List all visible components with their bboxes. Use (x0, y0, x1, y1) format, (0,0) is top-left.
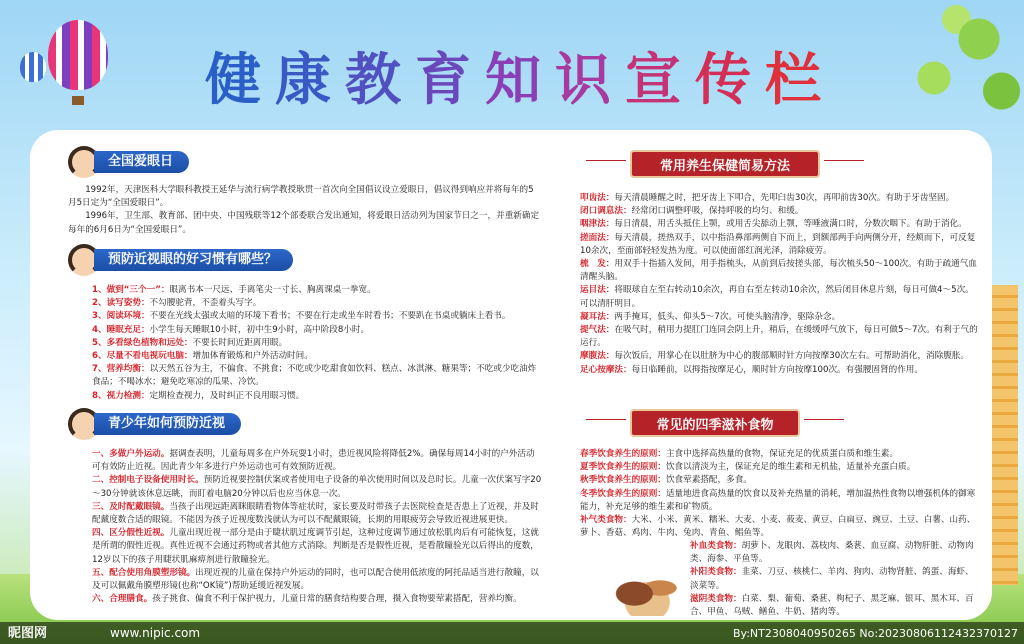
title-char: 识 (555, 48, 625, 113)
list-item (580, 232, 980, 258)
list-item (92, 297, 542, 310)
list-item (92, 350, 542, 363)
title-char: 教 (345, 48, 415, 113)
list-item (92, 501, 542, 527)
list-item (580, 258, 980, 284)
list-item-key: 三、及时配戴眼镜。 (92, 501, 170, 512)
list-item-value: 每天清晨睡醒之时，把牙齿上下叩合，先叩臼齿30次，再叩前齿30次。有助于牙齿坚固。 (614, 193, 955, 203)
list-item-key: 二、控制电子设备使用时长。 (92, 475, 204, 486)
list-item-value: 在吸气时，稍用力提肛门连同会阴上升，稍后，在缓缓呼气放下，每日可做5～7次。有利于气的运行。 (580, 325, 978, 349)
list-item-value: 预防近视要控制伏案或者使用电子设备的单次使用时间以及总时长。儿童一次伏案写字20～30分钟就该休息远眺，而盯着电脑20分钟以后也应当休息一次。 (92, 475, 542, 499)
list-item (580, 474, 980, 487)
eye-day-text (68, 184, 540, 237)
list-item-key: 4、睡眠充足： (92, 324, 150, 335)
list-item-key: 梳 发： (580, 259, 615, 270)
list-item-value: 将眼球自左至右转动10余次，再自右至左转动10余次，然后闭目休息片刻，每日可做4～5次。可以清肝明目。 (580, 285, 974, 309)
watermark-url: www.nipic.com (110, 626, 201, 640)
watermark-brand: 昵图网 (8, 626, 48, 641)
health-methods-list (580, 192, 980, 377)
list-item-value: 两手掩耳，低头、仰头5～7次。可使头脑清净，驱除杂念。 (614, 311, 841, 322)
list-item (580, 514, 980, 540)
watermark-id: By:NT2308040950265 No:20230806112432370127 (732, 627, 1018, 640)
list-item-value: 白菜、梨、葡萄、桑葚、枸杞子、黑芝麻、银耳、黑木耳、百合、甲鱼、乌贼、鳝鱼、牛奶、猪肉等。 (690, 593, 974, 618)
title-char: 宣 (625, 48, 695, 113)
small-balloon-icon (20, 52, 46, 82)
list-item-value: 每日清晨，用舌头抵住上颚，或用舌尖舔动上颚，等唾液满口时，分数次咽下。有助于消化。 (614, 219, 967, 230)
section-banner-health-methods: 常用养生保健简易方法 (630, 150, 820, 178)
section-header-teens (68, 410, 241, 438)
list-item-value: 以天然五谷为主，不偏食、不挑食；不吃或少吃甜食如饮料、糕点、冰淇淋、糖果等；不吃或少吃油炸食品；不喝冰水；避免吃寒凉的瓜果、冷饮。 (92, 364, 537, 388)
list-item (92, 324, 542, 337)
list-item-key: 五、配合使用角膜塑形镜。 (92, 567, 196, 578)
list-item-key: 1、做到“三个一”： (92, 285, 170, 295)
list-item (690, 566, 980, 592)
list-item (92, 527, 542, 567)
list-item (580, 284, 980, 310)
list-item (92, 567, 542, 593)
list-item-value: 出现近视的儿童在保持户外运动的同时，也可以配合使用低浓度的阿托品适当进行散瞳，以及可以佩戴角膜塑形镜(也称“OK镜”)帮助延缓近视发展。 (92, 567, 539, 592)
list-item-value: 不要在光线太强或太暗的环境下看书；不要在行走或坐车时看书；不要趴在书桌或躺床上看书。 (149, 311, 511, 322)
list-item (92, 363, 542, 389)
title-char: 健 (205, 48, 275, 113)
list-item-value: 增加体育锻炼和户外活动时间。 (192, 351, 313, 362)
list-item (92, 448, 542, 474)
title-char: 康 (275, 48, 345, 113)
list-item-value: 定期检查视力，及时纠正不良用眼习惯。 (149, 390, 305, 401)
list-item-value: 用双手十指插入发间，用手指梳头，从前到后按搓头部，每次梳头50～100次。有助于疏通气血清醒头脑。 (580, 259, 977, 283)
list-item (580, 461, 980, 474)
list-item-key: 滋阴类食物： (690, 593, 742, 604)
list-item (92, 474, 542, 500)
list-item (580, 205, 980, 218)
list-item-key: 搓面法： (580, 232, 615, 243)
paragraph: 1992年，天津医科大学眼科教授王延华与流行病学教授耿贯一首次向全国倡议设立爱眼日，倡议得到响应并将每年的5月5日定为“全国爱眼日”。 (68, 185, 534, 209)
list-item (580, 311, 980, 324)
list-item-key: 补气类食物： (580, 515, 632, 526)
list-item-key: 2、读写姿势： (92, 298, 150, 309)
list-item-key: 一、多做户外运动。 (92, 449, 170, 459)
teens-list (92, 448, 542, 606)
list-item-value: 小学生每天睡眠10小时，初中生9小时，高中阶段8小时。 (149, 324, 370, 335)
list-item-value: 适量地进食高热量的饮食以及补充热量的消耗，增加温热性食物以增强机体的御寒能力，补充足够的维生素和矿物质。 (580, 488, 976, 512)
list-item-key: 3、阅读环境： (92, 311, 150, 322)
list-item-value: 眼离书本一尺远、手离笔尖一寸长、胸离课桌一拳宽。 (169, 285, 376, 295)
list-item-value: 当孩子出现远距离眯眼睛看物体等症状时，家长要及时带孩子去医院检查是否患上了近视，并及时配戴度数合适的眼镜。不能因为孩子近视度数浅就认为可以不配戴眼镜，长期的用眼疲劳会导致近视进展更快。 (92, 501, 539, 526)
seasonal-food-list (580, 448, 980, 540)
section-header-eye-day (68, 148, 189, 176)
list-item (92, 284, 542, 297)
list-item-value: 据调查表明，儿童每周多在户外玩耍1小时，患近视风险将降低2%。确保每周14小时的户外活动可有效防止近视。因此青少年多进行户外运动也可有效预防近视。 (92, 449, 535, 473)
list-item-value: 每天清晨，搓热双手，以中指沿鼻部两侧自下而上，到额部两手向两侧分开，经颊而下，可反复10余次，至面部轻轻发热为度。可以使面部红润光泽，消除疲劳。 (580, 232, 976, 256)
list-item-value: 儿童出现近视一部分是由于睫状肌过度调节引起，这种过度调节通过放松肌肉后有可能恢复，这就是所谓的假性近视。真性近视不会通过药物或者其他方式消除。判断是否是假性近视，是看散瞳验光以后得出的度数，12岁以下的孩子用睫状肌麻痹剂进行散瞳验光。 (92, 528, 539, 565)
page-title (140, 36, 900, 116)
list-item (92, 310, 542, 323)
list-item-key: 夏季饮食养生的原则： (580, 462, 666, 473)
list-item-value: 每次饭后，用掌心在以肚脐为中心的腹部顺时针方向按摩30次左右。可帮助消化，消除腹胀。 (614, 351, 970, 362)
list-item-key: 补血类食物： (690, 541, 742, 551)
paragraph: 1996年，卫生部、教育部、团中央、中国残联等12个部委联合发出通知，将爱眼日活动列为国家节日之一，并重新确定每年的6月6日为“全国爱眼日”。 (68, 211, 540, 235)
list-item-key: 秋季饮食养生的原则： (580, 475, 666, 486)
list-item-key: 提气法： (580, 325, 615, 336)
list-item-key: 5、多看绿色植物和远处： (92, 337, 193, 348)
list-item-value: 饮食以清淡为主，保证充足的维生素和无机盐，适量补充蛋白质。 (665, 462, 916, 473)
section-title: 青少年如何预防近视 (94, 413, 241, 435)
list-item-value: 胡萝卜、龙眼肉、荔枝肉、桑葚、血豆腐、动物肝脏、动物肉类、海参、平鱼等。 (690, 541, 974, 565)
list-item-value: 不要长时间近距离用眼。 (192, 337, 288, 348)
list-item (92, 593, 542, 606)
list-item-key: 冬季饮食养生的原则： (580, 488, 666, 499)
list-item-key: 咽津法： (580, 219, 615, 230)
list-item-value: 韭菜、刀豆、核桃仁、羊肉、狗肉、动物肾脏、鸽蛋、海虾、淡菜等。 (690, 567, 974, 591)
list-item-key: 8、视力检测： (92, 390, 150, 401)
list-item (580, 364, 980, 377)
list-item (580, 350, 980, 363)
list-item (580, 192, 980, 205)
title-char: 传 (695, 48, 765, 113)
list-item-key: 运目法： (580, 285, 615, 296)
section-header-habits (68, 246, 293, 274)
list-item-value: 不勾腰驼背，不歪着头写字。 (149, 298, 262, 309)
habits-list (92, 284, 542, 403)
list-item-key: 摩腹法： (580, 351, 615, 362)
building-decoration-icon (992, 285, 1018, 585)
section-title: 全国爱眼日 (94, 151, 189, 173)
list-item-key: 春季饮食养生的原则： (580, 449, 666, 459)
list-item (580, 488, 980, 514)
title-char: 栏 (765, 48, 835, 113)
balloon-basket-icon (72, 96, 84, 105)
list-item-key: 闭口调息法： (580, 206, 632, 217)
title-char: 育 (415, 48, 485, 113)
list-item-key: 六、合理膳食。 (92, 594, 153, 605)
title-char: 知 (485, 48, 555, 113)
list-item-key: 6、尽量不看电视玩电脑： (92, 351, 193, 362)
tonic-food-list (690, 540, 980, 619)
list-item-key: 补阳类食物： (690, 567, 742, 578)
list-item (580, 448, 980, 461)
list-item-value: 大米、小米、黄米、糯米、大麦、小麦、莜麦、黄豆、白扁豆、豌豆、土豆、白薯、山药、萝卜、香菇、鸡肉、牛肉、兔肉、青鱼、鲳鱼等。 (580, 515, 976, 539)
list-item (92, 337, 542, 350)
list-item (580, 218, 980, 231)
herbal-food-image (600, 560, 686, 616)
section-banner-seasonal-food: 常见的四季滋补食物 (630, 409, 800, 437)
hot-air-balloon-icon (48, 20, 108, 90)
list-item-value: 经常闭口调整呼吸，保持呼吸的均匀、和缓。 (631, 206, 804, 217)
list-item-value: 饮食荤素搭配，多食。 (665, 475, 752, 486)
list-item (690, 540, 980, 566)
list-item-key: 7、营养均衡： (92, 364, 150, 375)
list-item-key: 叩齿法： (580, 193, 615, 203)
list-item-value: 每日临睡前，以拇指按摩足心，顺时针方向按摩100次。有强腰固肾的作用。 (631, 364, 923, 375)
list-item-key: 四、区分假性近视。 (92, 528, 170, 539)
list-item-value: 孩子挑食、偏食不利于保护视力，儿童日常的膳食结构要合理，摄入食物要荤素搭配，营养均衡。 (152, 594, 522, 605)
section-title: 预防近视眼的好习惯有哪些？ (94, 249, 293, 271)
list-item (580, 324, 980, 350)
list-item-key: 凝耳法： (580, 311, 615, 322)
list-item-value: 主食中选择高热量的食物，保证充足的优质蛋白质和维生素。 (665, 449, 898, 459)
list-item-key: 足心按摩法： (580, 364, 632, 375)
list-item (690, 593, 980, 619)
list-item (92, 390, 542, 403)
